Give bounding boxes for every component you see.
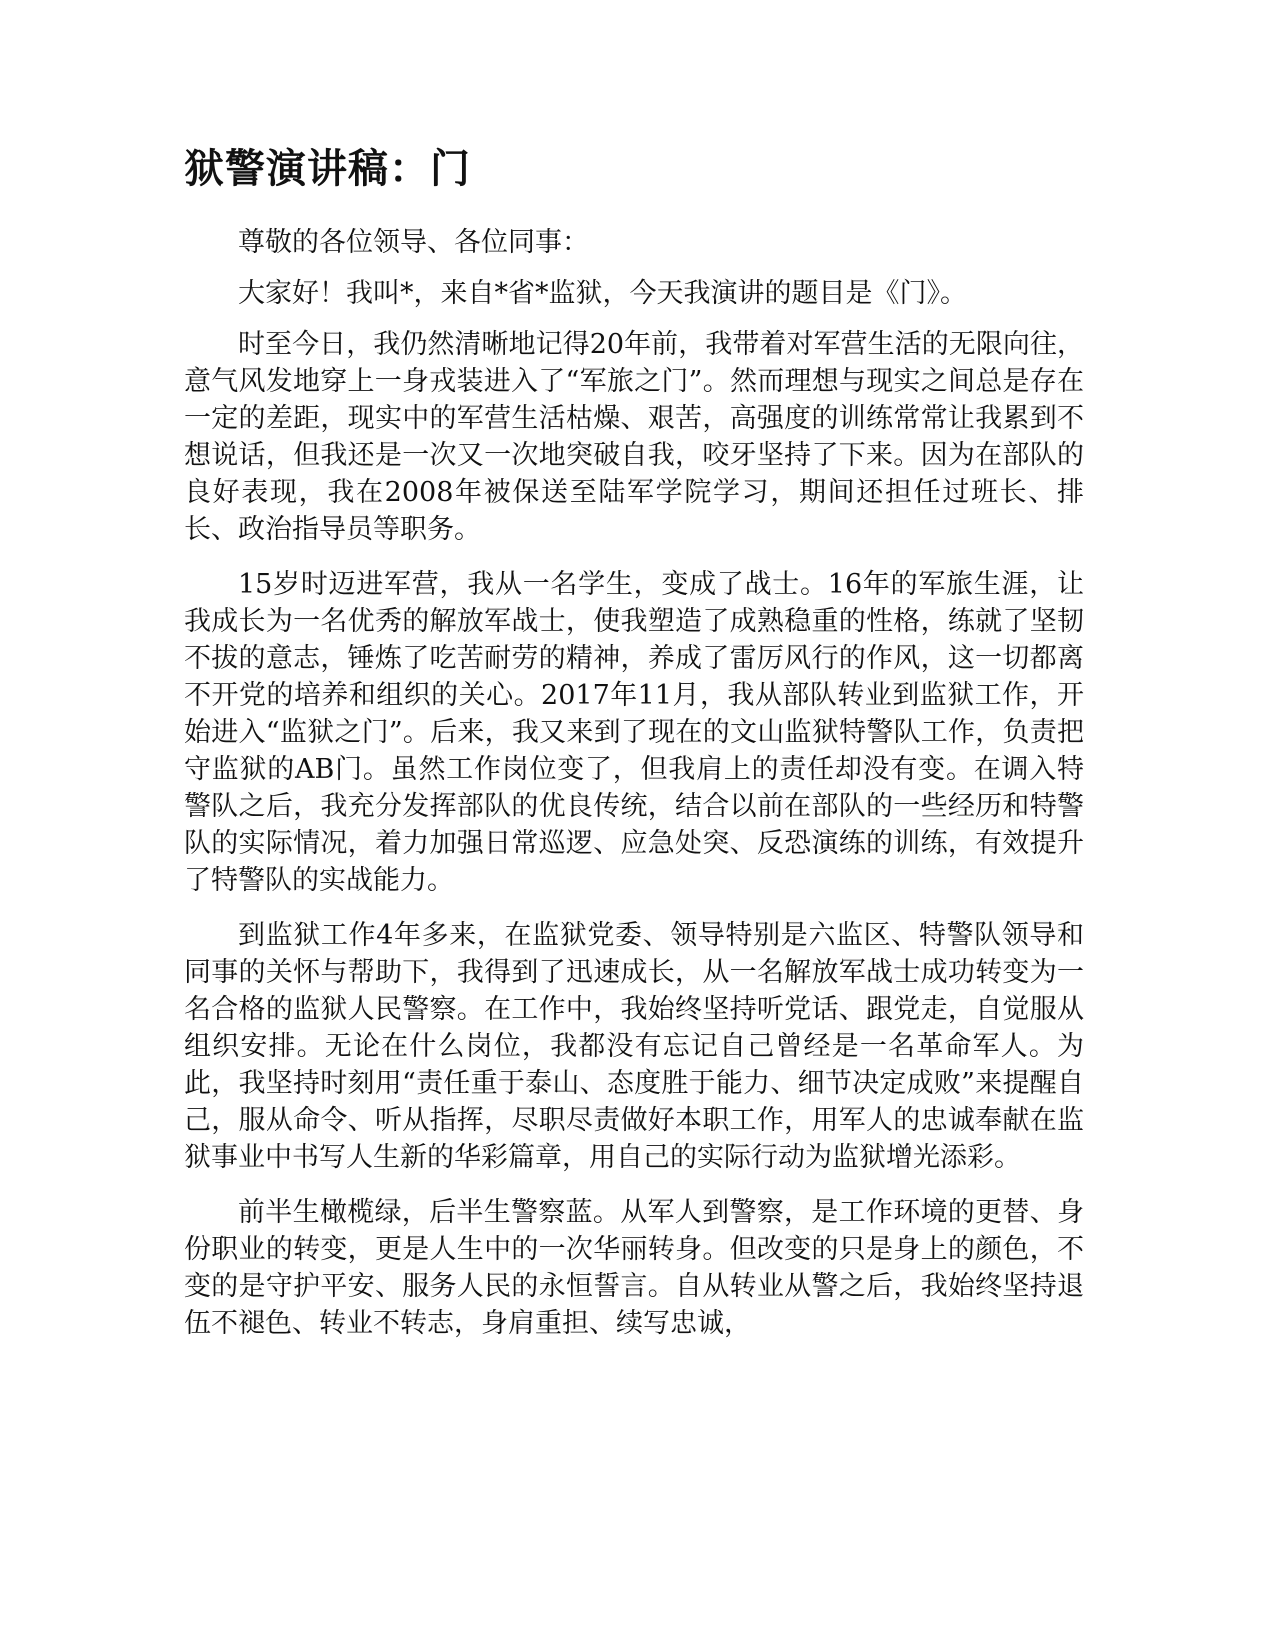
paragraph-introduction: 大家好！我叫*，来自*省*监狱，今天我演讲的题目是《门》。: [238, 278, 967, 309]
paragraph-greeting: 尊敬的各位领导、各位同事：: [238, 227, 589, 258]
paragraph-transition: 前半生橄榄绿，后半生警察蓝。从军人到警察，是工作环境的更替、身份职业的转变，更是人生中的一次华丽转身。但改变的只是身上的颜色，不变的是守护平安、服务人民的永恒誓言。自从转业从警之后，我始终坚持退伍不褪色、转业不转志，身肩重担、续写忠诚，: [184, 1197, 1084, 1339]
paragraph-military-gate: 时至今日，我仍然清晰地记得20年前，我带着对军营生活的无限向往，意气风发地穿上一身戎装进入了“军旅之门”。然而理想与现实之间总是存在一定的差距，现实中的军营生活枯燥、艰苦，高强度的训练常常让我累到不想说话，但我还是一次又一次地突破自我，咬牙坚持了下来。因为在部队的良好表现，我在2008年被保送至陆军学院学习，期间还担任过班长、排长、政治指导员等职务。: [184, 329, 1084, 545]
document-page: [184, 140, 1084, 1356]
paragraph-growth: 到监狱工作4年多来，在监狱党委、领导特别是六监区、特警队领导和同事的关怀与帮助下，我得到了迅速成长，从一名解放军战士成功转变为一名合格的监狱人民警察。在工作中，我始终坚持听党话、跟党走，自觉服从组织安排。无论在什么岗位，我都没有忘记自己曾经是一名革命军人。为此，我坚持时刻用“责任重于泰山、态度胜于能力、细节决定成败”来提醒自己，服从命令、听从指挥，尽职尽责做好本职工作，用军人的忠诚奉献在监狱事业中书写人生新的华彩篇章，用自己的实际行动为监狱增光添彩。: [184, 920, 1084, 1173]
document-title: 狱警演讲稿：门: [184, 146, 471, 192]
paragraph-prison-gate: 15岁时迈进军营，我从一名学生，变成了战士。16年的军旅生涯，让我成长为一名优秀的解放军战士，使我塑造了成熟稳重的性格，练就了坚韧不拔的意志，锤炼了吃苦耐劳的精神，养成了雷厉风行的作风，这一切都离不开党的培养和组织的关心。2017年11月，我从部队转业到监狱工作，开始进入“监狱之门”。后来，我又来到了现在的文山监狱特警队工作，负责把守监狱的AB门。虽然工作岗位变了，但我肩上的责任却没有变。在调入特警队之后，我充分发挥部队的优良传统，结合以前在部队的一些经历和特警队的实际情况，着力加强日常巡逻、应急处突、反恐演练的训练，有效提升了特警队的实战能力。: [184, 569, 1084, 896]
